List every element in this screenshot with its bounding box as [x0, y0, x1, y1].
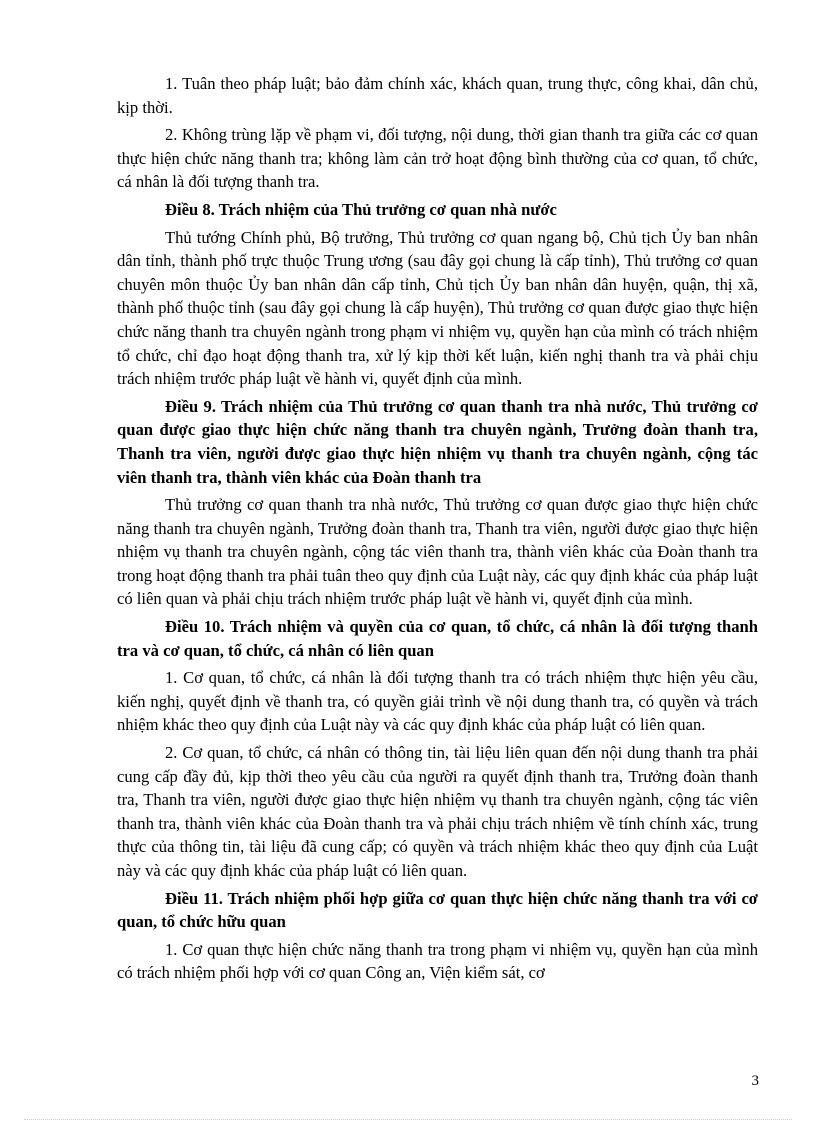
- article-11-heading: Điều 11. Trách nhiệm phối hợp giữa cơ quan thực hiện chức năng thanh tra với cơ quan, tổ chức hữu quan: [117, 888, 758, 932]
- article-9-heading: Điều 9. Trách nhiệm của Thủ trưởng cơ quan thanh tra nhà nước, Thủ trưởng cơ quan được giao thực hiện chức năng thanh tra chuyên ngành, Trưởng đoàn thanh tra, Thanh tra viên, người được giao thực hiện nhiệm vụ thanh tra chuyên ngành, cộng tác viên thanh tra, thành viên khác của Đoàn thanh tra: [117, 396, 758, 487]
- article-9-body: Thủ trưởng cơ quan thanh tra nhà nước, Thủ trưởng cơ quan được giao thực hiện chức năng thanh tra chuyên ngành, Trưởng đoàn thanh tra, Thanh tra viên, người được giao thực hiện nhiệm vụ thanh tra chuyên ngành, cộng tác viên thanh tra, thành viên khác của Đoàn thanh tra trong hoạt động thanh tra phải tuân theo quy định của Luật này, các quy định khác của pháp luật có liên quan và phải chịu trách nhiệm trước pháp luật về hành vi, quyết định của mình.: [117, 495, 758, 609]
- article-10-clause-1: 1. Cơ quan, tổ chức, cá nhân là đối tượng thanh tra có trách nhiệm thực hiện yêu cầu, kiến nghị, quyết định về thanh tra, có quyền giải trình về nội dung thanh tra, có quyền và trách nhiệm khác theo quy định của Luật này và các quy định khác của pháp luật có liên quan.: [117, 668, 758, 735]
- article-8-heading: Điều 8. Trách nhiệm của Thủ trưởng cơ quan nhà nước: [165, 199, 557, 219]
- document-body: [117, 72, 758, 989]
- article-8-body: Thủ tướng Chính phủ, Bộ trưởng, Thủ trưởng cơ quan ngang bộ, Chủ tịch Ủy ban nhân dân tỉnh, thành phố trực thuộc Trung ương (sau đây gọi chung là cấp tỉnh), Thủ trưởng cơ quan chuyên môn thuộc Ủy ban nhân dân cấp tỉnh, Chủ tịch Ủy ban nhân dân huyện, quận, thị xã, thành phố thuộc tỉnh (sau đây gọi chung là cấp huyện), Thủ trưởng cơ quan được giao thực hiện chức năng thanh tra chuyên ngành trong phạm vi nhiệm vụ, quyền hạn của mình có trách nhiệm tổ chức, chỉ đạo hoạt động thanh tra, xử lý kịp thời kết luận, kiến nghị thanh tra và phải chịu trách nhiệm trước pháp luật về hành vi, quyết định của mình.: [117, 227, 758, 389]
- article-11-clause-1: 1. Cơ quan thực hiện chức năng thanh tra trong phạm vi nhiệm vụ, quyền hạn của mình có trách nhiệm phối hợp với cơ quan Công an, Viện kiểm sát, cơ: [117, 939, 758, 983]
- clause-1-paragraph: 1. Tuân theo pháp luật; bảo đảm chính xác, khách quan, trung thực, công khai, dân chủ, kịp thời.: [117, 74, 758, 117]
- clause-2-paragraph: 2. Không trùng lặp về phạm vi, đối tượng, nội dung, thời gian thanh tra giữa các cơ quan thực hiện chức năng thanh tra; không làm cản trở hoạt động bình thường của cơ quan, tổ chức, cá nhân là đối tượng thanh tra.: [117, 125, 758, 192]
- page-bottom-divider: [24, 1119, 792, 1120]
- article-10-heading: Điều 10. Trách nhiệm và quyền của cơ quan, tổ chức, cá nhân là đối tượng thanh tra và cơ quan, tổ chức, cá nhân có liên quan: [117, 617, 758, 660]
- page-number: 3: [751, 1073, 759, 1089]
- article-10-clause-2: 2. Cơ quan, tổ chức, cá nhân có thông tin, tài liệu liên quan đến nội dung thanh tra phải cung cấp đầy đủ, kịp thời theo yêu cầu của người ra quyết định thanh tra, Trưởng đoàn thanh tra, Thanh tra viên, người được giao thực hiện nhiệm vụ thanh tra chuyên ngành, cộng tác viên thanh tra, thành viên khác của Đoàn thanh tra và phải chịu trách nhiệm về tính chính xác, trung thực của thông tin, tài liệu đã cung cấp; có quyền và trách nhiệm khác theo quy định của Luật này và các quy định khác của pháp luật có liên quan.: [117, 743, 758, 880]
